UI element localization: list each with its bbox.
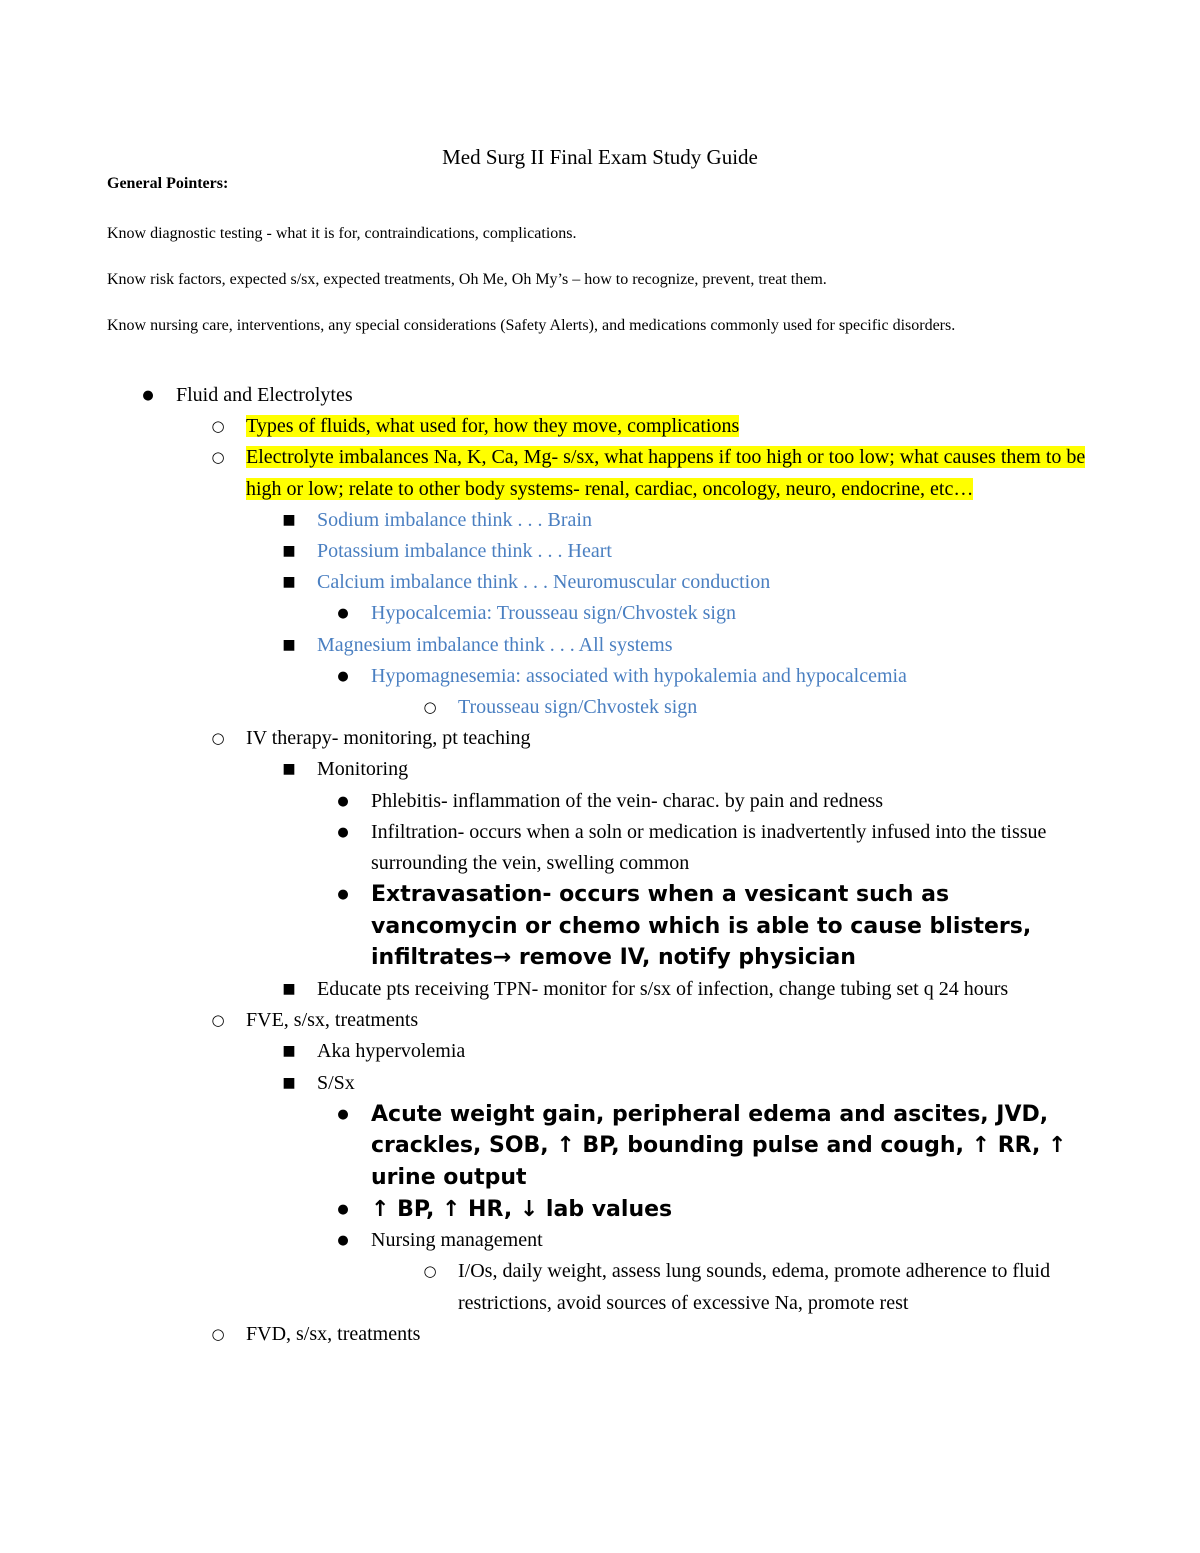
list-item [0,1319,1200,1350]
list-item-text: Potassium imbalance think . . . Heart [317,540,612,563]
list-item-text: Infiltration- occurs when a soln or medication is inadvertently infused into the tissue surrounding the vein, swelling common [371,820,1047,875]
list-item [0,505,1200,536]
bullet-disc-icon: ● [337,793,349,809]
bullet-circle-icon: ○ [423,1262,437,1281]
list-item [0,692,1200,723]
list-item-text: Calcium imbalance think . . . Neuromuscular conduction [317,571,771,594]
bullet-disc-icon: ● [337,1106,349,1122]
list-item [0,1256,1200,1318]
list-item-text: Hypomagnesemia: associated with hypokalemia and hypocalcemia [371,664,907,687]
list-item-text: Educate pts receiving TPN- monitor for s/sx of infection, change tubing set q 24 hours [317,978,1009,1001]
list-item [0,974,1200,1005]
bullet-circle-icon: ○ [211,1324,225,1343]
list-item [0,661,1200,692]
list-item [0,567,1200,598]
list-item-text: Hypocalcemia: Trousseau sign/Chvostek sign [371,602,736,625]
list-item-text: Trousseau sign/Chvostek sign [458,696,698,719]
list-item-text: Types of fluids, what used for, how they move, complications [246,415,740,438]
list-item-text: Phlebitis- inflammation of the vein- charac. by pain and redness [371,789,884,812]
bullet-disc-icon: ● [337,606,349,622]
list-item [0,723,1200,754]
bullet-circle-icon: ○ [423,698,437,717]
list-item-text: Sodium imbalance think . . . Brain [317,508,592,531]
list-item [0,1068,1200,1099]
list-item [0,879,1200,974]
list-item [0,1194,1200,1226]
bullet-circle-icon: ○ [211,729,225,748]
list-item [0,754,1200,785]
list-item [0,442,1200,504]
list-item [0,598,1200,629]
bullet-disc-icon: ● [337,668,349,684]
study-outline [0,380,1200,1350]
bullet-disc-icon: ● [337,824,349,840]
list-item-text: I/Os, daily weight, assess lung sounds, edema, promote adherence to fluid restrictions, avoid sources of excessive Na, promote rest [458,1260,1051,1314]
list-item-text: FVE, s/sx, treatments [246,1009,419,1032]
list-item-text: Magnesium imbalance think . . . All systems [317,633,673,656]
bullet-square-icon: ■ [282,636,296,653]
pointer-paragraph: Know risk factors, expected s/sx, expected treatments, Oh Me, Oh My’s – how to recognize, prevent, treat them. [107,271,827,288]
list-item-text: S/Sx [317,1071,355,1094]
pointer-paragraph: Know diagnostic testing - what it is for, contraindications, complications. [107,225,577,242]
list-item [0,380,1200,411]
document-title: Med Surg II Final Exam Study Guide [442,145,758,169]
list-item-text: Fluid and Electrolytes [176,384,353,406]
list-item [0,1225,1200,1256]
list-item [0,630,1200,661]
bullet-disc-icon: ● [337,1201,349,1217]
list-item-text: Acute weight gain, peripheral edema and ascites, JVD, crackles, SOB, ↑ BP, bounding pulse and cough, ↑ RR, ↑ urine output [371,1101,1067,1191]
bullet-disc-icon: ● [337,1233,349,1249]
general-pointers-heading: General Pointers: [107,175,229,192]
bullet-disc-icon: ● [337,887,349,903]
list-item-text: IV therapy- monitoring, pt teaching [246,727,531,750]
bullet-circle-icon: ○ [211,448,225,467]
list-item [0,786,1200,817]
bullet-square-icon: ■ [282,981,296,998]
list-item [0,536,1200,567]
list-item-text: Electrolyte imbalances Na, K, Ca, Mg- s/sx, what happens if too high or too low; what causes them to be high or low; relate to other body systems- renal, cardiac, oncology, neuro, endocrine, etc… [246,446,1086,500]
list-item [0,1005,1200,1036]
bullet-square-icon: ■ [282,1074,296,1091]
bullet-square-icon: ■ [282,511,296,528]
list-item [0,1036,1200,1067]
list-item-text: Extravasation- occurs when a vesicant such as vancomycin or chemo which is able to cause blisters, infiltrates→ remove IV, notify physician [371,882,1032,971]
bullet-disc-icon: ● [142,388,154,403]
list-item-text: Nursing management [371,1229,543,1252]
bullet-square-icon: ■ [282,761,296,778]
list-item [0,1099,1200,1194]
bullet-square-icon: ■ [282,1043,296,1060]
list-item-text: Aka hypervolemia [317,1040,466,1063]
list-item-text: FVD, s/sx, treatments [246,1322,421,1345]
bullet-square-icon: ■ [282,574,296,591]
bullet-circle-icon: ○ [211,417,225,436]
list-item [0,411,1200,442]
list-item [0,817,1200,879]
list-item-text: ↑ BP, ↑ HR, ↓ lab values [371,1196,673,1222]
bullet-square-icon: ■ [282,543,296,560]
bullet-circle-icon: ○ [211,1011,225,1030]
pointer-paragraph: Know nursing care, interventions, any special considerations (Safety Alerts), and medications commonly used for specific disorders. [107,317,956,334]
list-item-text: Monitoring [317,758,409,781]
